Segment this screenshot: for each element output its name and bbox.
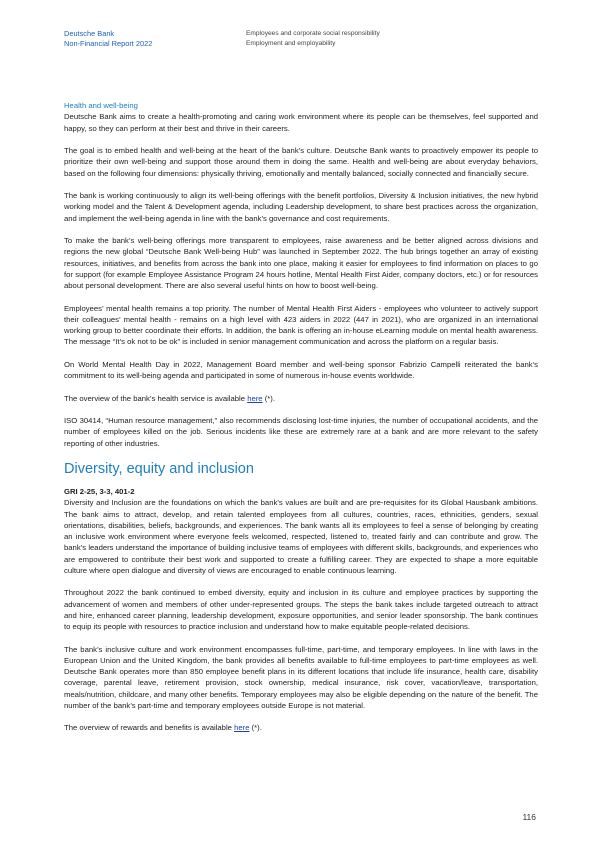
rewards-benefits-link[interactable]: here [234,723,250,733]
diversity-paragraph: Throughout 2022 the bank continued to embed diversity, equity and inclusion in its culture and employee practices by supporting the advancement of women and members of other under-represented groups. The steps the bank takes include targeted outreach to attract and hire, enhanced career planning, leadership development, exposure opportunities, and senior leader sponsorship. The bank continues to equip its people with resources to practice inclusion and understand how to make equitable people-related decisions. [64,588,538,631]
company-name: Deutsche Bank [64,29,115,38]
diversity-paragraph: The bank’s inclusive culture and work environment encompasses full-time, part-time, and temporary employees. In line with laws in the European Union and the United Kingdom, the bank provides all benefits available to full-time employees to part-time employees as well. Deutsche Bank operates more than 850 employee benefit plans in its different locations that include life insurance, health care, disability coverage, parental leave, retirement provision, stock ownership, medical insurance, risk cover, vacation/leave, transportation, meals/nutrition, childcare, and many other benefits. Temporary employees may also be eligible depending on the nature of the benefit. The number of the bank’s part-time and temporary employees outside Europe is not material. [64,644,538,710]
page-number: 116 [522,812,536,822]
health-paragraph: On World Mental Health Day in 2022, Management Board member and well-being sponsor Fabrizio Campelli reiterated the bank’s commitment to its well-being agenda and participated in some of numerous in-house events worldwide. [64,359,538,380]
health-overview: The overview of the bank’s health service is available here (*). [64,393,275,403]
health-paragraph: The bank is working continuously to align its well-being offerings with the benefit portfolios, Diversity & Inclusion initiatives, the new hybrid working model and the Talent & Development agenda, including Leadership development, to share best practices across the organization, and implement the well-being agenda in line with the bank’s governance and cost requirements. [64,191,538,223]
rewards-overview: The overview of rewards and benefits is available here (*). [64,723,262,733]
health-paragraph: ISO 30414, “Human resource management,” also recommends disclosing lost-time injuries, the number of occupational accidents, and the number of employees killed on the job. Serious incidents like these are extremely rare at a bank and are more relevant to the safety reporting of other industries. [64,416,538,448]
health-paragraph: The goal is to embed health and well-being at the heart of the bank’s culture. Deutsche Bank wants to proactively empower its people to prioritize their own well-being and support those around them in doing the same. Health and well-being are about everyday behaviors, based on the following four dimensions: physically thriving, emotionally and mentally balanced, socially connected and financially secure. [64,146,538,178]
header-left [64,29,152,49]
diversity-heading: Diversity, equity and inclusion [64,461,254,477]
section-title: Employees and corporate social responsibility [246,30,380,37]
main-content [64,100,538,745]
health-heading: Health and well-being [64,101,138,110]
report-title: Non-Financial Report 2022 [64,39,153,48]
health-service-link[interactable]: here [247,393,263,403]
gri-reference: GRI 2-25, 3-3, 401-2 [64,487,135,496]
subsection-title: Employment and employability [246,40,336,47]
diversity-paragraph: Diversity and Inclusion are the foundations on which the bank’s values are built and are pre-requisites for its Global Hausbank ambitions. The bank aims to attract, develop, and retain talented employees from all cultures, countries, races, ethnicities, genders, sexual orientations, disabilities, beliefs, backgrounds, and experiences. The bank wants all its employees to feel a sense of belonging by creating an inclusive work environment where everyone feels welcomed, respected, listened to, treated fairly and can contribute and grow. The bank’s leaders understand the importance of building inclusive teams of employees with different skills, backgrounds, and experiences who are empowered to contribute their best work and supported to create a fulfilling career. They are expected to shape a more equitable culture where open dialogue and diversity of views are encouraged to enable continuous learning. [64,498,538,575]
health-paragraph: Deutsche Bank aims to create a health-promoting and caring work environment where its people can be themselves, feel supported and happy, so they can perform at their best and thrive in their careers. [64,112,538,133]
health-paragraph: To make the bank’s well-being offerings more transparent to employees, raise awareness and be better aligned across divisions and regions the new global “Deutsche Bank Well-being Hub” was launched in September 2022. The hub brings together an array of existing resources, initiatives, and benefits from across the bank into one place, making it easier for employees to find information on places to go for support (for example Employee Assistance Program 24 hours hotline, Mental Health First Aider, company doctors, etc.) or for resources about personal development. There are also several useful hints on how to boost well-being. [64,236,538,290]
health-paragraph: Employees’ mental health remains a top priority. The number of Mental Health First Aiders - employees who volunteer to actively support their colleagues’ mental health - remains on a high level with 423 aiders in 2022 (447 in 2021), who are organized in an international working group to better coordinate their efforts. In addition, the bank is offering an in-house eLearning module on mental health awareness. The message “It’s ok not to be ok” is included in senior management communication and across the platform on a regular basis. [64,303,538,347]
header-right [246,29,380,49]
